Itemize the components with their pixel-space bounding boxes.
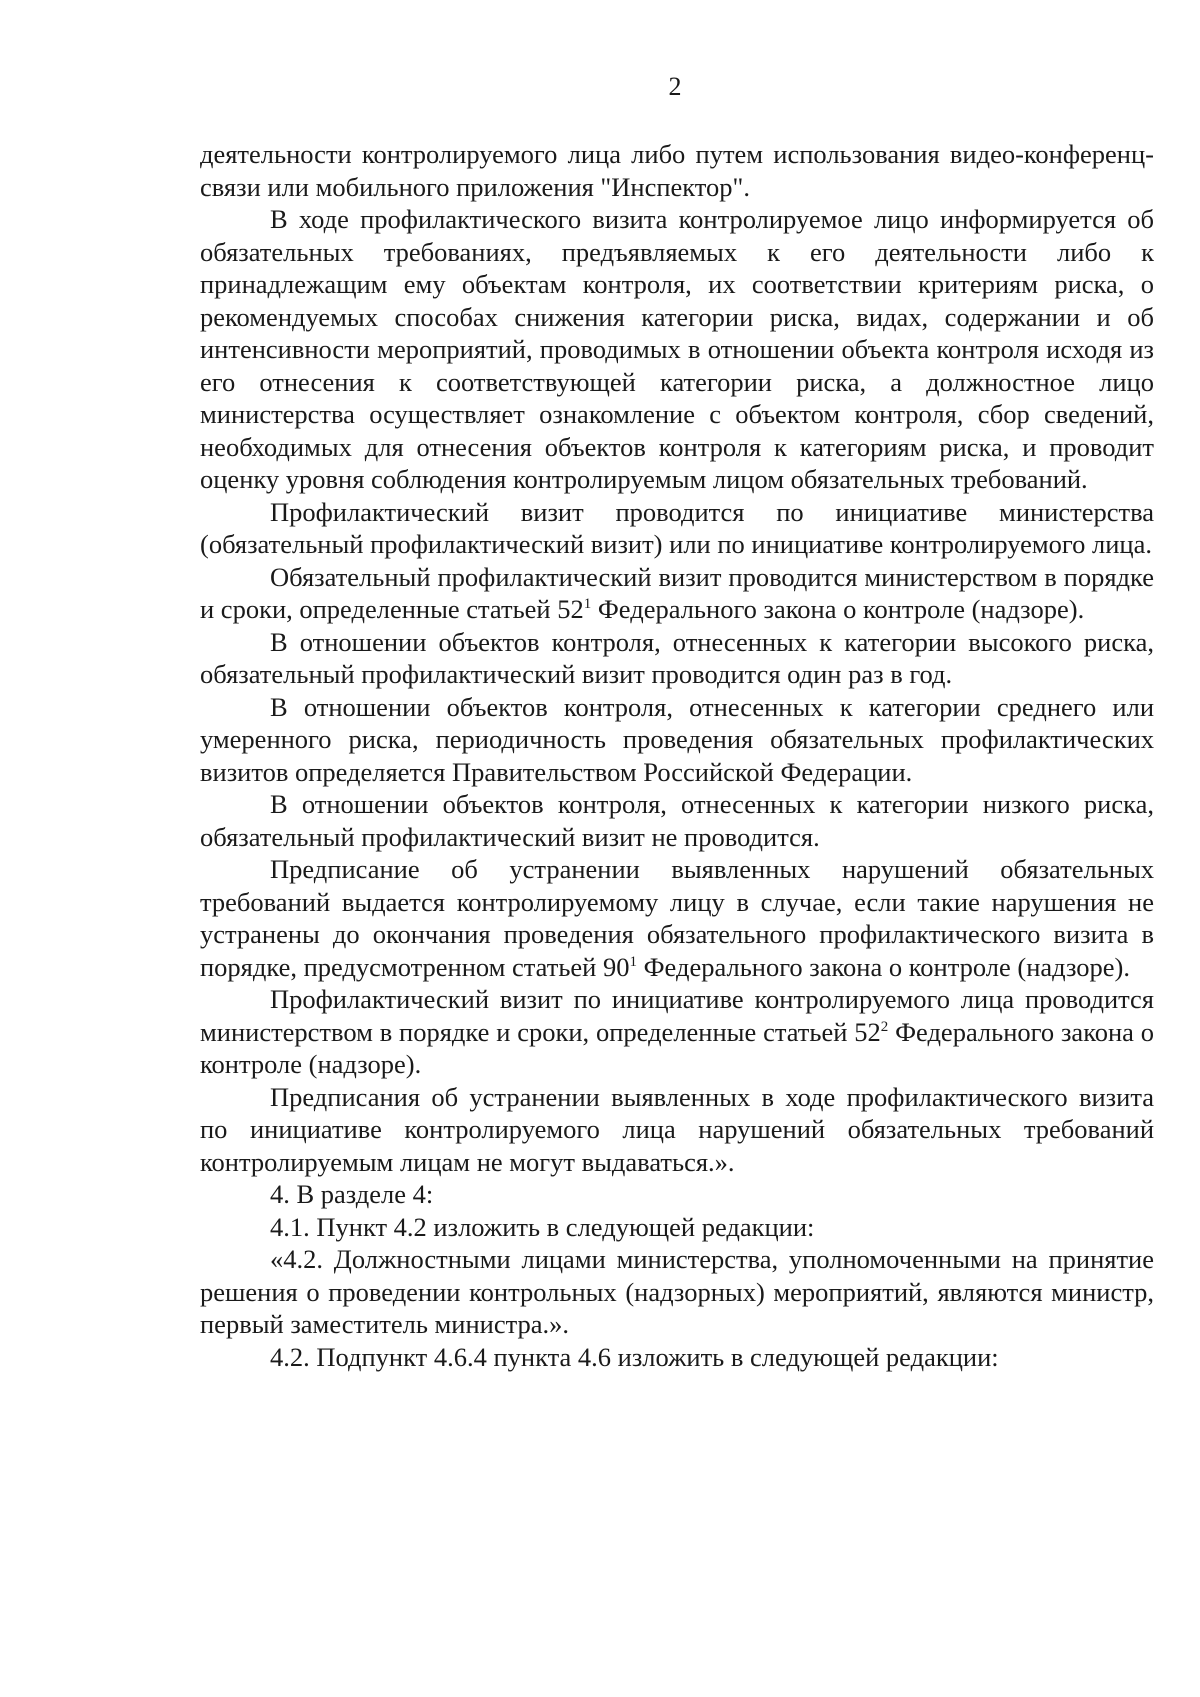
paragraph: В отношении объектов контроля, отнесенных к категории высокого риска, обязательный профилактический визит проводится один раз в год. (200, 626, 1154, 689)
paragraph-text: Федерального закона о контроле (надзоре). (637, 951, 1130, 982)
paragraph: Предписания об устранении выявленных в ходе профилактического визита по инициативе контролируемого лица нарушений обязательных требований контролируемым лицам не могут выдаваться.». (200, 1081, 1154, 1177)
paragraph-text: Обязательный профилактический визит проводится министерством в порядке и сроки, определенные статьей 52 (200, 561, 1154, 624)
paragraph: В отношении объектов контроля, отнесенных к категории низкого риска, обязательный профилактический визит не проводится. (200, 789, 1154, 852)
superscript-index: 1 (629, 953, 637, 970)
superscript-index: 2 (880, 1018, 889, 1035)
paragraph (200, 853, 1154, 983)
paragraph (200, 983, 1154, 1081)
paragraph-text: Федерального закона о контроле (надзоре). (591, 594, 1085, 624)
paragraph-text: Федерального закона о контроле (надзоре). (200, 1016, 1155, 1079)
paragraph: деятельности контролируемого лица либо путем использования видео-конференц-связи или мобильного приложения "Инспектор". (200, 139, 1154, 202)
paragraph: В отношении объектов контроля, отнесенных к категории среднего или умеренного риска, периодичность проведения обязательных профилактических визитов определяется Правительством Российской Федерации. (200, 691, 1154, 787)
paragraph: В ходе профилактического визита контролируемое лицо информируется об обязательных требованиях, предъявляемых к его деятельности либо к принадлежащим ему объектам контроля, их соответствии критериям риска, о рекомендуемых способах снижения категории риска, видах, содержании и об интенсивности мероприятий, проводимых в отношении объекта контроля исходя из его отнесения к соответствующей категории риска, а должностное лицо министерства осуществляет ознакомление с объектом контроля, сбор сведений, необходимых для отнесения объектов контроля к категориям риска, и проводит оценку уровня соблюдения контролируемым лицом обязательных требований. (200, 204, 1154, 494)
document-body (200, 138, 1154, 1373)
paragraph: 4.2. Подпункт 4.6.4 пункта 4.6 изложить в следующей редакции: (270, 1341, 999, 1372)
paragraph: Профилактический визит проводится по инициативе министерства (обязательный профилактический визит) или по инициативе контролируемого лица. (200, 496, 1154, 559)
paragraph-text: Профилактический визит по инициативе контролируемого лица проводится министерством в порядке и сроки, определенные статьей 52 (200, 984, 1154, 1047)
paragraph (200, 561, 1154, 626)
paragraph-text: Предписание об устранении выявленных нарушений обязательных требований выдается контролируемому лицу в случае, если такие нарушения не устранены до окончания проведения обязательного профилактического визита в порядке, предусмотренном статьей 90 (200, 854, 1154, 982)
paragraph: 4.1. Пункт 4.2 изложить в следующей редакции: (270, 1211, 815, 1242)
section-heading: 4. В разделе 4: (270, 1179, 434, 1209)
superscript-index: 1 (583, 596, 592, 613)
paragraph: «4.2. Должностными лицами министерства, уполномоченными на принятие решения о проведении контрольных (надзорных) мероприятий, являются министр, первый заместитель министра.». (200, 1244, 1154, 1339)
page-number: 2 (668, 72, 682, 101)
